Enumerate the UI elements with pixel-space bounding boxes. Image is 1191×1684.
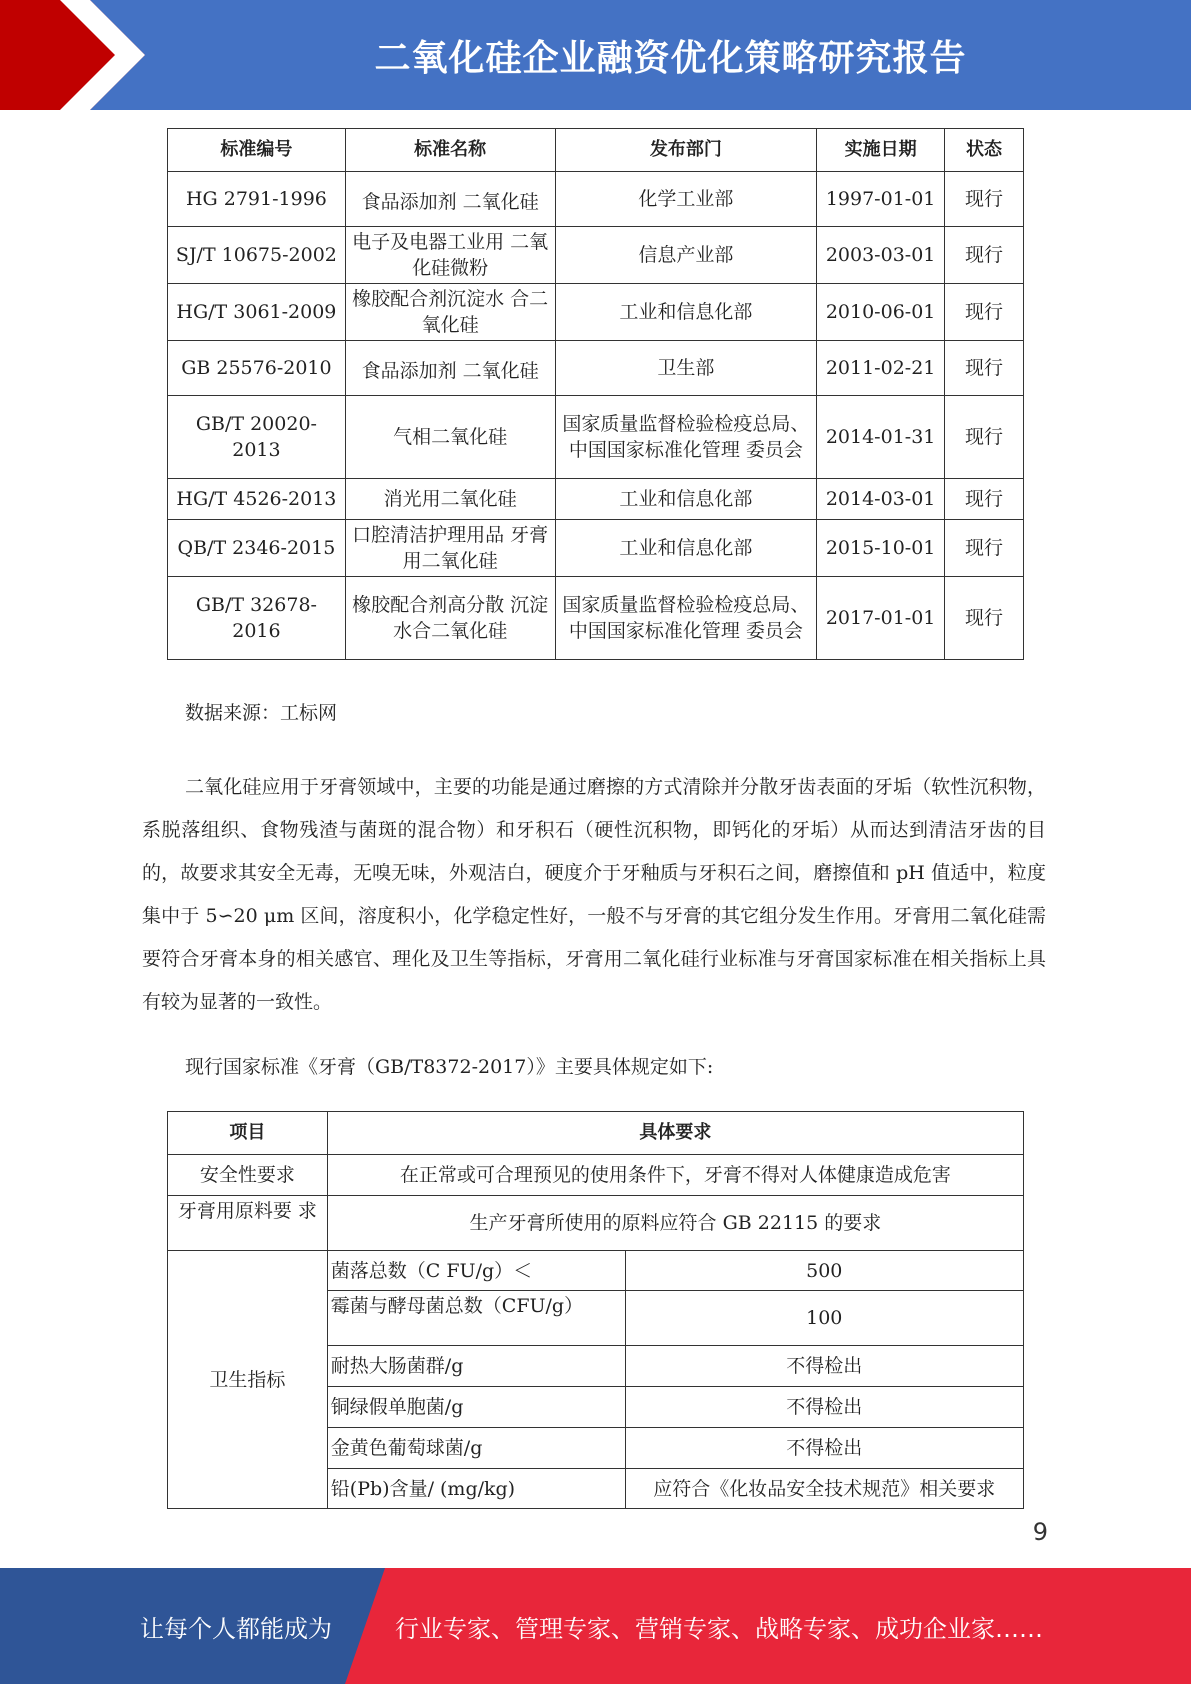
hygiene-value: 不得检出 xyxy=(625,1346,1024,1387)
header-banner xyxy=(0,0,1191,110)
standard-name: 橡胶配合剂沉淀水 合二氧化硅 xyxy=(345,284,555,341)
standard-name: 电子及电器工业用 二氧化硅微粉 xyxy=(345,227,555,284)
requirements-table xyxy=(167,1111,1024,1509)
standard-no: GB 25576-2010 xyxy=(168,341,346,396)
status: 现行 xyxy=(945,396,1024,479)
issuer: 工业和信息化部 xyxy=(555,284,817,341)
issuer: 化学工业部 xyxy=(555,172,817,227)
standard-name: 消光用二氧化硅 xyxy=(345,479,555,520)
body-paragraph: 二氧化硅应用于牙膏领域中，主要的功能是通过磨擦的方式清除并分散牙齿表面的牙垢（软性沉积物，系脱落组织、食物残渣与菌斑的混合物）和牙积石（硬性沉积物，即钙化的牙垢）从而达到清洁牙齿的目的，故要求其安全无毒，无嗅无味，外观洁白，硬度介于牙釉质与牙积石之间，磨擦值和 pH 值适中，粒度集中于 5∽20 μm 区间，溶度积小，化学稳定性好，一般不与牙膏的其它组分发生作用。牙膏用二氧化硅需要符合牙膏本身的相关感官、理化及卫生等指标，牙膏用二氧化硅行业标准与牙膏国家标准在相关指标上具有较为显著的一致性。 xyxy=(142,776,1046,1013)
effective-date: 2014-03-01 xyxy=(817,479,945,520)
hygiene-value: 应符合《化妆品安全技术规范》相关要求 xyxy=(625,1469,1024,1509)
table-row xyxy=(168,227,1024,284)
standards-table xyxy=(167,128,1024,660)
table-row xyxy=(168,1155,1024,1196)
issuer: 信息产业部 xyxy=(555,227,817,284)
table-row xyxy=(168,479,1024,520)
header-requirement: 具体要求 xyxy=(327,1112,1023,1155)
table-row xyxy=(168,172,1024,227)
footer-slogan-right: 行业专家、管理专家、营销专家、战略专家、成功企业家…… xyxy=(395,1614,1043,1643)
footer-banner xyxy=(0,1568,1191,1684)
hygiene-item: 铜绿假单胞菌/g xyxy=(327,1387,625,1428)
header-status: 状态 xyxy=(945,129,1024,172)
standard-name: 气相二氧化硅 xyxy=(345,396,555,479)
standard-no: SJ/T 10675-2002 xyxy=(168,227,346,284)
status: 现行 xyxy=(945,341,1024,396)
data-source-note: 数据来源：工标网 xyxy=(185,702,338,724)
standard-no: GB/T 32678-2016 xyxy=(168,577,346,660)
header-standard-name: 标准名称 xyxy=(345,129,555,172)
standard-intro-line: 现行国家标准《牙膏（GB/T8372-2017）》主要具体规定如下: xyxy=(185,1056,714,1078)
status: 现行 xyxy=(945,227,1024,284)
header-effective-date: 实施日期 xyxy=(817,129,945,172)
hygiene-value: 不得检出 xyxy=(625,1387,1024,1428)
standard-no: HG/T 4526-2013 xyxy=(168,479,346,520)
safety-label: 安全性要求 xyxy=(168,1155,328,1196)
page-number: 9 xyxy=(1032,1518,1048,1546)
status: 现行 xyxy=(945,520,1024,577)
standard-name: 食品添加剂 二氧化硅 xyxy=(345,172,555,227)
standard-no: QB/T 2346-2015 xyxy=(168,520,346,577)
standards-table-header-row xyxy=(168,129,1024,172)
header-standard-no: 标准编号 xyxy=(168,129,346,172)
issuer: 工业和信息化部 xyxy=(555,479,817,520)
raw-material-value: 生产牙膏所使用的原料应符合 GB 22115 的要求 xyxy=(327,1196,1023,1251)
requirements-header-row xyxy=(168,1112,1024,1155)
table-row xyxy=(168,284,1024,341)
table-row xyxy=(168,396,1024,479)
table-row xyxy=(168,1196,1024,1251)
safety-value: 在正常或可合理预见的使用条件下，牙膏不得对人体健康造成危害 xyxy=(327,1155,1023,1196)
standard-name: 口腔清洁护理用品 牙膏用二氧化硅 xyxy=(345,520,555,577)
hygiene-value: 100 xyxy=(625,1291,1024,1346)
footer-slogan-left: 让每个人都能成为 xyxy=(140,1614,332,1643)
effective-date: 2010-06-01 xyxy=(817,284,945,341)
table-row xyxy=(168,577,1024,660)
issuer: 国家质量监督检验检疫总局、中国国家标准化管理 委员会 xyxy=(555,396,817,479)
effective-date: 2015-10-01 xyxy=(817,520,945,577)
status: 现行 xyxy=(945,284,1024,341)
issuer: 工业和信息化部 xyxy=(555,520,817,577)
header-chevron-decoration xyxy=(0,0,160,110)
issuer: 卫生部 xyxy=(555,341,817,396)
hygiene-value: 不得检出 xyxy=(625,1428,1024,1469)
standard-name: 食品添加剂 二氧化硅 xyxy=(345,341,555,396)
status: 现行 xyxy=(945,577,1024,660)
standard-no: HG 2791-1996 xyxy=(168,172,346,227)
hygiene-item: 铅(Pb)含量/ (mg/kg) xyxy=(327,1469,625,1509)
table-row xyxy=(168,1251,1024,1291)
hygiene-item: 霉菌与酵母菌总数（CFU/g） xyxy=(327,1291,625,1346)
status: 现行 xyxy=(945,479,1024,520)
table-row xyxy=(168,341,1024,396)
issuer: 国家质量监督检验检疫总局、中国国家标准化管理 委员会 xyxy=(555,577,817,660)
hygiene-item: 耐热大肠菌群/g xyxy=(327,1346,625,1387)
hygiene-item: 金黄色葡萄球菌/g xyxy=(327,1428,625,1469)
standard-name: 橡胶配合剂高分散 沉淀水合二氧化硅 xyxy=(345,577,555,660)
table-row xyxy=(168,520,1024,577)
raw-material-label: 牙膏用原料要 求 xyxy=(168,1196,328,1251)
effective-date: 1997-01-01 xyxy=(817,172,945,227)
effective-date: 2011-02-21 xyxy=(817,341,945,396)
effective-date: 2003-03-01 xyxy=(817,227,945,284)
report-title: 二氧化硅企业融资优化策略研究报告 xyxy=(374,37,967,79)
effective-date: 2014-01-31 xyxy=(817,396,945,479)
effective-date: 2017-01-01 xyxy=(817,577,945,660)
standard-no: HG/T 3061-2009 xyxy=(168,284,346,341)
standard-no: GB/T 20020-2013 xyxy=(168,396,346,479)
hygiene-value: 500 xyxy=(625,1251,1024,1291)
status: 现行 xyxy=(945,172,1024,227)
hygiene-label: 卫生指标 xyxy=(168,1251,328,1509)
header-issuer: 发布部门 xyxy=(555,129,817,172)
hygiene-item: 菌落总数（C FU/g）＜ xyxy=(327,1251,625,1291)
header-item: 项目 xyxy=(168,1112,328,1155)
